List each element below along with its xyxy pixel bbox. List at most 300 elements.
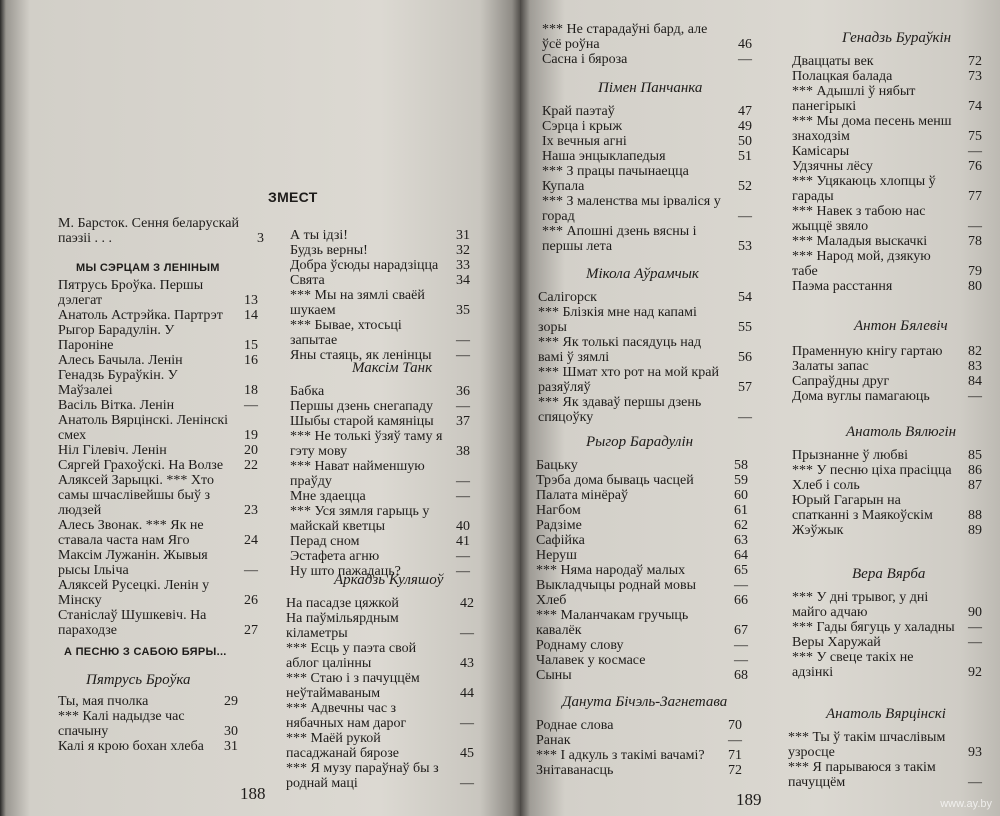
- toc-entry-page: 31: [456, 228, 470, 243]
- toc-entry-page: 44: [460, 686, 474, 701]
- toc-entry-title: Роднае слова: [536, 718, 614, 733]
- toc-entry: [792, 69, 982, 84]
- toc-entry-page: 62: [734, 518, 748, 533]
- toc-entry-title: Аляксей Зарыцкi. *** Хто самы шчаслiвейшы быў з людзей: [58, 473, 214, 518]
- toc-entry-page: 27: [244, 623, 258, 638]
- toc-entry-page: —: [456, 474, 470, 489]
- toc-entry-title: Неруш: [536, 548, 577, 563]
- toc-entry-page: 16: [244, 353, 258, 368]
- toc-entry-title: Пятрусь Броўка. Першы: [58, 278, 204, 293]
- toc-entry-title: *** Шмат хто рот на мой край разяўляў: [538, 365, 719, 395]
- toc-entry-page: 32: [456, 243, 470, 258]
- toc-entry-title: Сыны: [536, 668, 572, 683]
- toc-entry-title: *** Гады бягуць у халадны: [792, 620, 955, 635]
- toc-entry: [290, 414, 470, 429]
- author-name: Антон Бялевiч: [854, 318, 948, 334]
- toc-entry: [788, 760, 982, 790]
- toc-entry: [286, 761, 474, 791]
- toc-entry-title: *** Уцякаюць хлопцы ў гарады: [792, 174, 936, 204]
- toc-entry: [542, 52, 752, 67]
- toc-entry: [58, 413, 258, 443]
- toc-entry-page: 60: [734, 488, 748, 503]
- toc-entry: [792, 234, 982, 249]
- toc-entry-title: Свята: [290, 273, 325, 288]
- toc-entry-page: 50: [738, 134, 752, 149]
- toc-entry-page: 89: [968, 523, 982, 538]
- toc-entry-title: Дваццаты век: [792, 54, 874, 69]
- toc-entry-page: 64: [734, 548, 748, 563]
- toc-entry-title: *** Апошнi дзень вясны i першы лета: [542, 224, 697, 254]
- toc-entry-title: Рыгор Барадулiн. У Пароніне: [58, 323, 175, 353]
- toc-entry-page: —: [968, 620, 982, 635]
- toc-entry: [58, 578, 258, 608]
- toc-entry-page: 14: [244, 308, 258, 323]
- toc-entry: [536, 503, 748, 518]
- toc-entry: [58, 308, 258, 323]
- intro-entry: М. Барсток. Сення беларускай паэзii . . . 3: [58, 216, 264, 246]
- toc-entry: [58, 323, 258, 353]
- toc-entry-title: *** У свеце такiх не адзiнкi: [792, 650, 914, 680]
- toc-entry-page: 47: [738, 104, 752, 119]
- toc-entry-title: *** Маланчакам гручыць кавалёк: [536, 608, 689, 638]
- toc-entry: [792, 54, 982, 69]
- toc-entry: [58, 548, 258, 578]
- toc-entry: [286, 641, 474, 671]
- toc-entry-page: 71: [728, 748, 742, 763]
- toc-entry-title: Роднаму слову: [536, 638, 624, 653]
- toc-entry-page: 34: [456, 273, 470, 288]
- contents-title: ЗМЕСТ: [268, 189, 318, 205]
- toc-entry-title: Перад сном: [290, 534, 360, 549]
- toc-entry: [58, 443, 258, 458]
- toc-entry-title: Васiль Вiтка. Ленiн: [58, 398, 175, 413]
- toc-entry: [58, 293, 258, 308]
- toc-entry-page: 13: [244, 293, 258, 308]
- toc-entry-title: Юрый Гагарын на спатканнi з Маякоўскiм: [792, 493, 933, 523]
- toc-entry: [536, 458, 748, 473]
- toc-entry-page: 53: [738, 239, 752, 254]
- toc-entry: [542, 149, 752, 164]
- toc-entry-page: 55: [738, 320, 752, 335]
- toc-entry-title: Чалавек у космасе: [536, 653, 646, 668]
- toc-entry: [58, 278, 258, 293]
- toc-entry-title: Наша энцыклапедыя: [542, 149, 666, 164]
- toc-entry: [58, 398, 258, 413]
- toc-entry-title: *** Навек з табою нас жыццё звяло: [792, 204, 926, 234]
- toc-entry-page: 80: [968, 279, 982, 294]
- toc-entry-title: Сэрца i крыж: [542, 119, 622, 134]
- toc-entry: [58, 473, 258, 518]
- toc-entry-page: —: [456, 348, 470, 363]
- toc-entry: [290, 489, 470, 504]
- toc-entry: [290, 288, 470, 318]
- toc-entry-page: 51: [738, 149, 752, 164]
- toc-entry: [792, 493, 982, 523]
- toc-entry-title: *** Як толькi пасядуць над вамi ў зямлi: [538, 335, 702, 365]
- toc-entry: [792, 249, 982, 279]
- toc-entry-page: 45: [460, 746, 474, 761]
- toc-entry-page: —: [734, 638, 748, 653]
- toc-entry-page: 35: [456, 303, 470, 318]
- toc-entry-title: *** Есць у паэта свой аблог цалiнны: [286, 641, 417, 671]
- toc-entry-title: Станiслаў Шушкевiч. На параходзе: [58, 608, 207, 638]
- toc-entry-page: 26: [244, 593, 258, 608]
- toc-entry-title: Бацьку: [536, 458, 578, 473]
- toc-entry-page: —: [734, 578, 748, 593]
- toc-entry-title: Залаты запас: [792, 359, 869, 374]
- toc-entry: [290, 318, 470, 348]
- toc-entry: [792, 523, 982, 538]
- toc-entry-page: 46: [738, 37, 752, 52]
- toc-entry-title: Хлеб i соль: [792, 478, 860, 493]
- toc-entry-title: Палата мiнёраў: [536, 488, 628, 503]
- toc-entry-page: 56: [738, 350, 752, 365]
- toc-entry: [792, 279, 982, 294]
- toc-entry: [792, 84, 982, 114]
- toc-entry: [286, 671, 474, 701]
- toc-entry: [536, 488, 748, 503]
- toc-entry-page: 82: [968, 344, 982, 359]
- toc-entry-title: *** Уся зямля гарыць у майскай кветцы: [290, 504, 430, 534]
- toc-entry-title: Сяргей Грахоўскi. На Волзе: [58, 458, 224, 473]
- toc-entry-page: 86: [968, 463, 982, 478]
- toc-entry-page: —: [460, 626, 474, 641]
- toc-entry: [536, 733, 742, 748]
- toc-entry-title: *** Адвечны час з нябачных нам дарог: [286, 701, 407, 731]
- page-number: 188: [240, 784, 266, 803]
- toc-entry-title: Анатоль Астрэйка. Партрэт: [58, 308, 223, 323]
- toc-entry-page: 18: [244, 383, 258, 398]
- toc-entry-page: —: [456, 549, 470, 564]
- toc-entry: [536, 548, 748, 563]
- toc-entry: [536, 533, 748, 548]
- toc-entry-title: Праменную кнiгу гартаю: [792, 344, 943, 359]
- toc-entry-title: Калi я крою бохан хлеба: [58, 739, 204, 754]
- author-name: Рыгор Барадулiн: [586, 434, 694, 450]
- toc-entry-title: Будзь верны!: [290, 243, 368, 258]
- toc-entry-page: —: [460, 776, 474, 791]
- author-name: Мiкола Аўрамчык: [586, 266, 699, 282]
- toc-entry-title: Радзiме: [536, 518, 582, 533]
- toc-entry: [290, 459, 470, 489]
- toc-entry-title: *** Як здаваў першы дзень спяцоўку: [538, 395, 702, 425]
- toc-entry-title: Бабка: [290, 384, 325, 399]
- toc-entry-page: 49: [738, 119, 752, 134]
- toc-entry: [542, 104, 752, 119]
- toc-entry-page: 59: [734, 473, 748, 488]
- section-heading: А ПЕСНЮ З САБОЮ БЯРЫ...: [64, 646, 227, 658]
- toc-entry-page: —: [456, 564, 470, 579]
- toc-entry: [536, 718, 742, 733]
- toc-entry-page: —: [968, 144, 982, 159]
- toc-entry: [290, 399, 470, 414]
- toc-entry: [536, 653, 748, 668]
- toc-entry-title: Сафiйка: [536, 533, 585, 548]
- toc-entry-title: Салiгорск: [538, 290, 597, 305]
- toc-entry: [792, 590, 982, 620]
- toc-entry-title: *** Бывае, хтосьцi запытае: [290, 318, 402, 348]
- toc-entry-page: 73: [968, 69, 982, 84]
- toc-entry-page: 70: [728, 718, 742, 733]
- toc-entry: [58, 368, 258, 398]
- toc-entry-page: 93: [968, 745, 982, 760]
- toc-entry-title: Нагбом: [536, 503, 581, 518]
- toc-entry-title: Першы дзень снегападу: [290, 399, 433, 414]
- author-name: Пiмен Панчанка: [598, 80, 703, 96]
- toc-entry: [58, 608, 258, 638]
- toc-entry-title: Сапраўдны друг: [792, 374, 890, 389]
- toc-entry-title: Паэма расстання: [792, 279, 893, 294]
- toc-entry: [58, 694, 238, 709]
- toc-entry: [58, 739, 238, 754]
- toc-entry-page: 22: [244, 458, 258, 473]
- toc-entry-page: —: [244, 398, 258, 413]
- toc-entry-title: Ну што пажадаць?: [290, 564, 401, 579]
- toc-entry-page: 41: [456, 534, 470, 549]
- toc-entry-title: Выкладчыцы роднай мовы: [536, 578, 697, 593]
- toc-entry: [792, 448, 982, 463]
- toc-entry: [542, 134, 752, 149]
- toc-entry: [792, 114, 982, 144]
- toc-entry: [792, 359, 982, 374]
- toc-entry-title: Эстафета агню: [290, 549, 380, 564]
- toc-entry: [290, 384, 470, 399]
- toc-entry: [538, 290, 752, 305]
- toc-entry: [792, 478, 982, 493]
- toc-entry-title: Трэба дома бываць часцей: [536, 473, 694, 488]
- toc-entry-title: *** Няма народаў малых: [536, 563, 686, 578]
- toc-entry-title: Анатоль Вярцiнскi. Ленiнскi смех: [58, 413, 229, 443]
- section-heading: МЫ СЭРЦАМ З ЛЕНIНЫМ: [76, 262, 220, 274]
- toc-entry-title: *** У песню цiха прасiцца: [792, 463, 952, 478]
- toc-entry-page: 72: [968, 54, 982, 69]
- toc-entry-title: Генадзь Бураўкiн. У Маўзалеi: [58, 368, 178, 398]
- toc-entry-title: Сасна i бяроза: [542, 52, 628, 67]
- toc-entry-page: 74: [968, 99, 982, 114]
- toc-entry-page: —: [738, 410, 752, 425]
- toc-entry-page: 61: [734, 503, 748, 518]
- author-name: Вера Вярба: [852, 566, 926, 582]
- toc-entry-title: *** Мы на зямлi сваёй шукаем: [290, 288, 425, 318]
- toc-entry-title: Веры Харужай: [792, 635, 881, 650]
- toc-entry-page: 77: [968, 189, 982, 204]
- toc-entry-title: *** Маёй рукой пасаджанай бярозе: [286, 731, 399, 761]
- toc-entry-page: 72: [728, 763, 742, 778]
- toc-entry-page: 30: [224, 724, 238, 739]
- author-name: Аркадзь Куляшоў: [334, 572, 444, 588]
- toc-entry-title: *** Стаю i з пачуццём неўтаймаваным: [286, 671, 420, 701]
- toc-entry-page: 38: [456, 444, 470, 459]
- toc-entry-title: дэлегат: [58, 293, 103, 308]
- toc-entry-page: —: [244, 563, 258, 578]
- toc-entry-title: Алесь Бачыла. Ленiн: [58, 353, 183, 368]
- toc-entry-title: Аляксей Русецкi. Ленiн у Мiнску: [58, 578, 210, 608]
- toc-entry: [536, 593, 748, 608]
- toc-entry: [58, 709, 238, 739]
- author-name: Данута Бiчэль-Загнетава: [562, 694, 728, 710]
- toc-entry-page: 92: [968, 665, 982, 680]
- toc-entry-title: *** Блiзкiя мне над капамi зоры: [538, 305, 697, 335]
- toc-entry-page: —: [456, 489, 470, 504]
- toc-entry: [538, 305, 752, 335]
- toc-entry: [788, 730, 982, 760]
- toc-entry: [792, 463, 982, 478]
- toc-entry-page: 23: [244, 503, 258, 518]
- toc-entry: [538, 365, 752, 395]
- toc-entry-page: —: [734, 653, 748, 668]
- toc-entry: [792, 144, 982, 159]
- author-name: Генадзь Бураўкiн: [842, 30, 952, 46]
- author-name: Анатоль Вярцiнскi: [826, 706, 946, 722]
- toc-entry-page: 58: [734, 458, 748, 473]
- toc-entry: [286, 596, 474, 611]
- toc-entry: [538, 335, 752, 365]
- toc-entry-page: 85: [968, 448, 982, 463]
- toc-entry-page: 24: [244, 533, 258, 548]
- toc-entry-page: 83: [968, 359, 982, 374]
- toc-entry: [792, 635, 982, 650]
- toc-entry: [542, 224, 752, 254]
- toc-entry: [290, 243, 470, 258]
- toc-entry-page: 33: [456, 258, 470, 273]
- author-name: Пятрусь Броўка: [86, 672, 191, 688]
- toc-entry-page: 54: [738, 290, 752, 305]
- toc-entry: [290, 534, 470, 549]
- toc-entry-title: На пасадзе цяжкой: [286, 596, 399, 611]
- toc-entry-title: *** Не старадаўнi бард, але ўсё роўна: [542, 22, 708, 52]
- toc-entry: [542, 22, 752, 52]
- toc-entry: [536, 608, 748, 638]
- toc-entry-page: 79: [968, 264, 982, 279]
- toc-entry-title: *** Калi надыдзе час спачыну: [58, 709, 185, 739]
- toc-entry-title: *** У днi трывог, у днi майго адчаю: [792, 590, 929, 620]
- toc-entry-title: Ранак: [536, 733, 571, 748]
- toc-entry-title: Жэўжык: [792, 523, 844, 538]
- toc-entry-title: *** З маленства мы iрвалiся у горад: [542, 194, 721, 224]
- toc-entry-title: Знiтаванасць: [536, 763, 614, 778]
- toc-entry-page: 67: [734, 623, 748, 638]
- toc-entry-title: Хлеб: [536, 593, 567, 608]
- toc-entry: [286, 731, 474, 761]
- toc-entry-page: 57: [738, 380, 752, 395]
- toc-entry-page: —: [968, 775, 982, 790]
- toc-entry-title: *** Я музу параўнаў бы з роднай мацi: [286, 761, 439, 791]
- toc-entry-title: Мне здаецца: [290, 489, 366, 504]
- toc-entry-page: 20: [244, 443, 258, 458]
- right-page: [520, 0, 1000, 816]
- author-name: Максiм Танк: [352, 360, 433, 376]
- toc-entry-title: Алесь Звонак. *** Як не ставала часта нам Яго: [58, 518, 204, 548]
- toc-entry: [290, 273, 470, 288]
- toc-entry-page: 78: [968, 234, 982, 249]
- toc-entry-title: *** Я парываюся з такiм пачуццём: [788, 760, 936, 790]
- toc-entry-title: *** Ты ў такiм шчаслiвым узросце: [788, 730, 946, 760]
- toc-entry-title: *** Не толькi ўзяў таму я гэту мову: [290, 429, 443, 459]
- toc-entry-page: —: [968, 389, 982, 404]
- toc-entry-title: *** Адышлi ў нябыт панегiрыкi: [792, 84, 916, 114]
- toc-entry: [290, 258, 470, 273]
- toc-entry: [290, 228, 470, 243]
- toc-entry-page: 52: [738, 179, 752, 194]
- toc-entry: [58, 518, 258, 548]
- toc-entry-page: 19: [244, 428, 258, 443]
- toc-entry: [58, 458, 258, 473]
- toc-entry: [792, 174, 982, 204]
- toc-entry-page: 65: [734, 563, 748, 578]
- toc-entry-title: *** Маладыя выскачкi: [792, 234, 928, 249]
- toc-entry-title: На паўмiльярдным кiламетры: [286, 611, 399, 641]
- toc-entry: [536, 563, 748, 578]
- toc-entry-page: 68: [734, 668, 748, 683]
- toc-entry: [536, 473, 748, 488]
- toc-entry-title: Полацкая балада: [792, 69, 893, 84]
- toc-entry: [792, 204, 982, 234]
- toc-entry-title: *** Мы дома песень менш знаходзiм: [792, 114, 952, 144]
- toc-entry-title: Нiл Гiлевiч. Ленiн: [58, 443, 167, 458]
- toc-entry-page: 37: [456, 414, 470, 429]
- toc-entry: [792, 159, 982, 174]
- toc-entry-title: Край паэтаў: [542, 104, 615, 119]
- author-name: Анатоль Вялюгiн: [846, 424, 957, 440]
- toc-entry-page: 15: [244, 338, 258, 353]
- toc-entry-title: *** I адкуль з такiмi вачамi?: [536, 748, 705, 763]
- toc-entry-page: 88: [968, 508, 982, 523]
- toc-entry: [792, 650, 982, 680]
- toc-entry: [290, 504, 470, 534]
- toc-entry: [536, 638, 748, 653]
- toc-entry: [538, 395, 752, 425]
- toc-entry-page: 40: [456, 519, 470, 534]
- page-number: 189: [736, 790, 762, 809]
- toc-entry-page: —: [738, 209, 752, 224]
- toc-entry-title: *** З працы пачынаецца Купала: [542, 164, 689, 194]
- toc-entry-title: Добра ўсюды нарадзiцца: [290, 258, 439, 273]
- toc-entry-title: Iх вечныя агнi: [542, 134, 627, 149]
- toc-entry: [792, 389, 982, 404]
- toc-entry-title: Камiсары: [792, 144, 850, 159]
- toc-entry: [792, 374, 982, 389]
- toc-entry-page: —: [728, 733, 742, 748]
- toc-entry: [290, 429, 470, 459]
- toc-entry: [542, 119, 752, 134]
- toc-entry-page: —: [460, 716, 474, 731]
- toc-entry-page: —: [968, 635, 982, 650]
- toc-entry-page: —: [968, 219, 982, 234]
- watermark: www.ay.by: [940, 798, 992, 810]
- toc-entry: [536, 578, 748, 593]
- toc-entry-title: Шыбы старой камянiцы: [290, 414, 434, 429]
- toc-entry: [792, 620, 982, 635]
- toc-entry-page: 63: [734, 533, 748, 548]
- toc-entry-page: 31: [224, 739, 238, 754]
- toc-entry-page: 36: [456, 384, 470, 399]
- toc-entry-page: 87: [968, 478, 982, 493]
- toc-entry-title: Яны стаяць, як ленiнцы: [290, 348, 432, 363]
- toc-entry-title: Прызнанне ў любвi: [792, 448, 909, 463]
- toc-entry-page: 29: [224, 694, 238, 709]
- toc-entry: [542, 164, 752, 194]
- toc-entry-page: 75: [968, 129, 982, 144]
- toc-entry: [792, 344, 982, 359]
- toc-entry-title: А ты iдзi!: [290, 228, 348, 243]
- toc-entry: [58, 353, 258, 368]
- toc-entry-title: Дома вуглы памагаюць: [792, 389, 930, 404]
- toc-entry: [536, 518, 748, 533]
- toc-entry: [542, 194, 752, 224]
- toc-entry-page: 42: [460, 596, 474, 611]
- toc-entry-page: 43: [460, 656, 474, 671]
- toc-entry-page: 84: [968, 374, 982, 389]
